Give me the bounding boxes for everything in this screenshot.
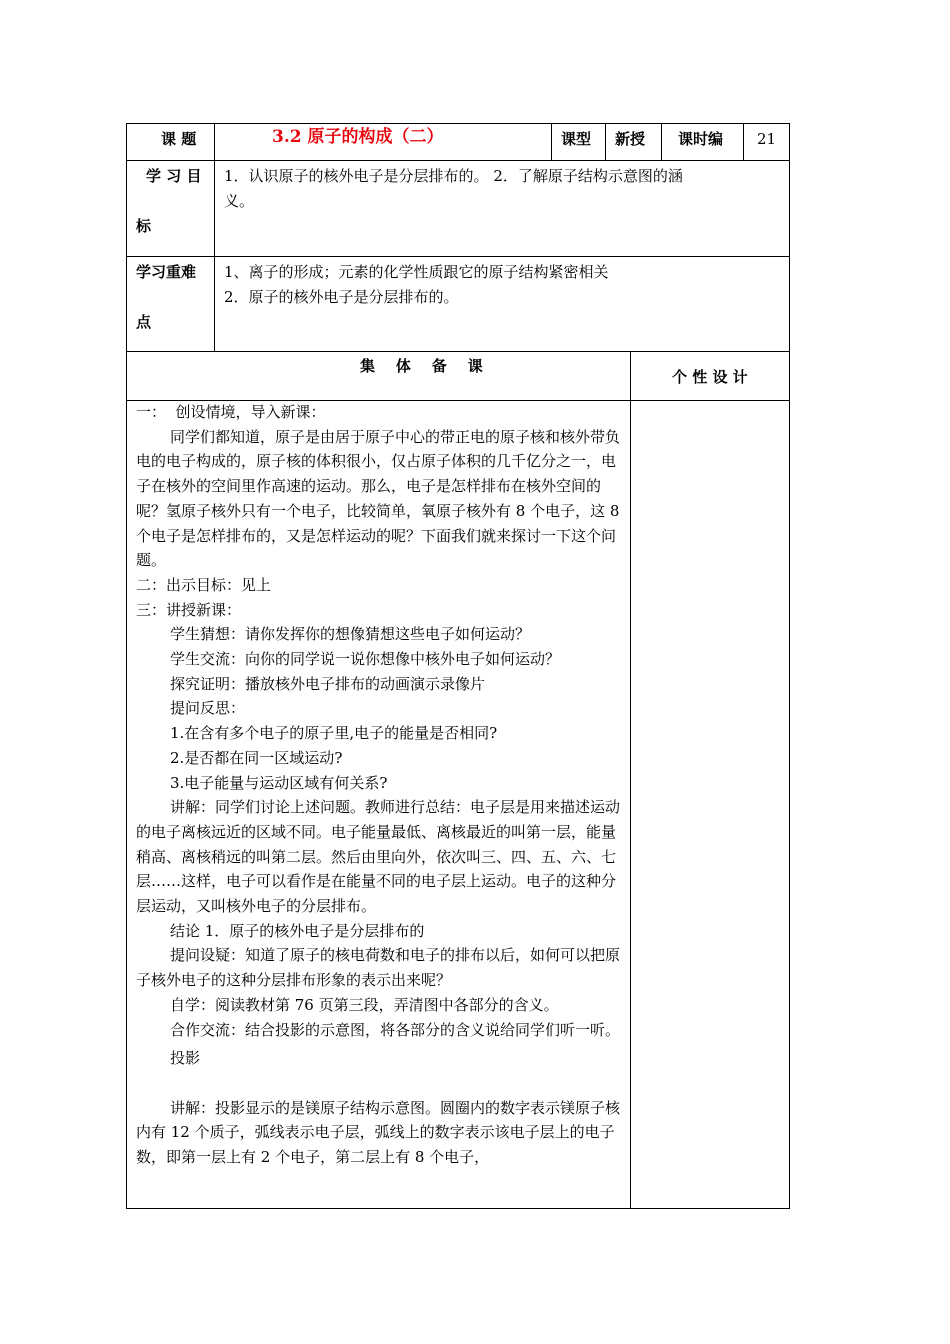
goals-label-line1: 学 习 目 — [146, 167, 202, 185]
body-projection: 投影 — [170, 1049, 201, 1068]
personal-design-cell — [630, 400, 790, 1209]
body-section-2-heading: 二：出示目标：见上 — [136, 575, 272, 594]
body-question-1: 1.在含有多个电子的原子里,电子的能量是否相同? — [170, 724, 498, 743]
body-question-3: 3.电子能量与运动区域有何关系? — [170, 773, 388, 792]
body-conclusion-1: 结论 1．原子的核外电子是分层排布的 — [170, 921, 425, 940]
keypoints-label-line2: 点 — [136, 313, 152, 331]
body-exploration: 探究证明：播放核外电子排布的动画演示录像片 — [170, 674, 486, 693]
period-value: 21 — [757, 130, 777, 148]
body-question-setup: 提问设疑：知道了原子的核电荷数和电子的排布以后，如何可以把原子核外电子的这种分层排布形象的表示出来呢？ — [136, 946, 621, 990]
goals-line1: 1．认识原子的核外电子是分层排布的。 2．了解原子结构示意图的涵 — [224, 167, 683, 185]
body-question-2: 2.是否都在同一区域运动? — [170, 748, 343, 767]
period-label: 课时编 — [678, 130, 724, 148]
body-intro-paragraph: 同学们都知道，原子是由居于原子中心的带正电的原子核和核外带负电的电子构成的，原子核的体积很小，仅占原子体积的几千亿分之一，电子在核外的空间里作高速的运动。那么，电子是怎样排布在核外空间的呢？氢原子核外只有一个电子，比较简单，氧原子核外有 8 个电子，这 8 个电子是怎样排布的，又是怎样运动的呢？下面我们就来探讨一下这个问题。 — [136, 427, 621, 570]
lesson-title: 3.2 原子的构成（二） — [272, 127, 444, 147]
keypoints-label-line1: 学习重难 — [136, 263, 197, 281]
body-section-1-heading: 一： 创设情境，导入新课： — [136, 403, 326, 421]
body-reflection-heading: 提问反思： — [170, 699, 246, 718]
goals-label-line2: 标 — [136, 217, 152, 235]
keypoints-line1: 1、离子的形成；元素的化学性质跟它的原子结构紧密相关 — [224, 263, 609, 281]
body-explanation-2: 讲解：投影显示的是镁原子结构示意图。圆圈内的数字表示镁原子核内有 12 个质子，弧线表示电子层，弧线上的数字表示该电子层上的电子数，即第一层上有 2 个电子，第二层上有 8 个电子， — [136, 1098, 621, 1167]
projection-blank-space — [136, 1071, 628, 1096]
body-explanation-1: 讲解：同学们讨论上述问题。教师进行总结：电子层是用来描述运动的电子离核远近的区域不同。电子能量最低、离核最近的叫第一层，能量稍高、离核稍远的叫第二层。然后由里向外，依次叫三、四、五、六、七层……这样，电子可以看作是在能量不同的电子层上运动。电子的这种分层运动，又叫核外电子的分层排布。 — [136, 798, 621, 916]
body-section-3-heading: 三：讲授新课： — [136, 600, 242, 619]
body-self-study: 自学：阅读教材第 76 页第三段，弄清图中各部分的含义。 — [170, 995, 559, 1014]
lesson-body — [136, 400, 628, 1170]
type-label: 课型 — [561, 130, 592, 148]
keypoints-line2: 2．原子的核外电子是分层排布的。 — [224, 288, 459, 306]
type-value: 新授 — [615, 130, 646, 148]
body-cooperation: 合作交流：结合投影的示意图，将各部分的含义说给同学们听一听。 — [170, 1020, 621, 1039]
body-student-guess: 学生猜想：请你发挥你的想像猜想这些电子如何运动？ — [170, 625, 531, 644]
personal-design-header: 个 性 设 计 — [672, 368, 748, 386]
group-prep-header: 集 体 备 课 — [360, 357, 483, 375]
body-student-exchange: 学生交流：向你的同学说一说你想像中核外电子如何运动？ — [170, 650, 561, 669]
goals-line2: 义。 — [224, 192, 255, 210]
topic-label: 课 题 — [161, 130, 197, 148]
